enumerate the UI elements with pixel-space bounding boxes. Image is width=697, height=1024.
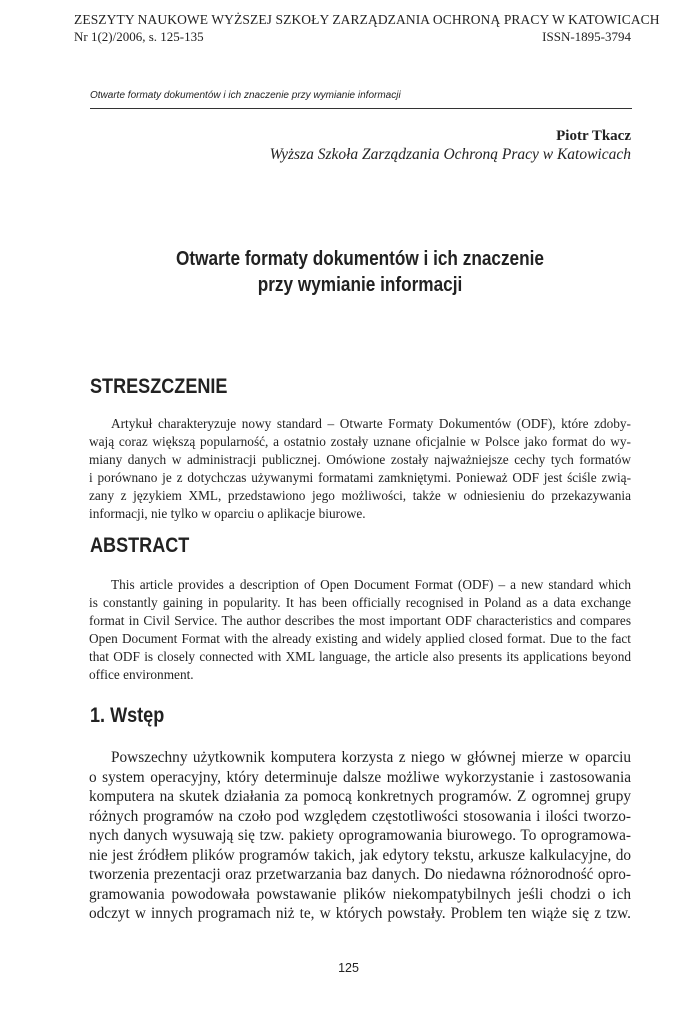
author-affiliation: Wyższa Szkoła Zarządzania Ochroną Pracy w Katowicach	[269, 146, 631, 163]
streszczenie-paragraph	[89, 415, 631, 524]
article-title	[102, 246, 618, 298]
text-line: różnych programów na czoło pod względem częstotliwości stosowania i ilości tworzo-	[89, 807, 631, 825]
author-name: Piotr Tkacz	[556, 128, 631, 144]
text-line: that ODF is closely connected with XML language, the article also presents its applications beyond	[89, 649, 631, 665]
text-line: gramowania powodowała powstawanie plików niekompatybilnych jeśli chodzi o ich	[89, 885, 631, 903]
text-line: format in Civil Service. The author describes the most important ODF characteristics and compares	[89, 613, 631, 629]
text-line: i porównano je z dotychczas używanymi formatami zamkniętymi. Ponieważ ODF jest ściśle zwią-	[89, 470, 631, 486]
text-line: This article provides a description of Open Document Format (ODF) – a new standard which	[111, 577, 631, 592]
page-number: 125	[338, 961, 359, 975]
section-heading-intro: 1. Wstęp	[90, 704, 165, 727]
intro-paragraph	[89, 748, 631, 924]
text-line: zany z językiem XML, przedstawiono jego możliwości, także w odniesieniu do przekazywania	[89, 488, 631, 504]
abstract-paragraph	[89, 576, 631, 685]
streszczenie-heading: STRESZCZENIE	[90, 375, 228, 398]
text-line: Powszechny użytkownik komputera korzysta z niego w głównej mierze w oparciu	[111, 749, 631, 766]
text-line: Artykuł charakteryzuje nowy standard – Otwarte Formaty Dokumentów (ODF), które zdoby-	[111, 416, 631, 431]
abstract-heading: ABSTRACT	[90, 534, 190, 557]
text-line: nie jest źródłem plików programów takich, jak edytory tekstu, arkusze kalkulacyjne, do	[89, 846, 631, 864]
text-line: o system operacyjny, który determinuje dalsze możliwe wykorzystanie i zastosowania	[89, 768, 631, 786]
article-title-line: przy wymianie informacji	[257, 274, 463, 296]
text-line: Open Document Format with the already existing and widely applied closed format. Due to the fact	[89, 631, 631, 647]
running-head: Otwarte formaty dokumentów i ich znaczenie przy wymianie informacji	[90, 90, 401, 101]
journal-issue: Nr 1(2)/2006, s. 125-135	[74, 29, 204, 44]
text-line: komputera na skutek działania za pomocą konkretnych programów. Z ogromnej grupy	[89, 788, 631, 805]
journal-title: ZESZYTY NAUKOWE WYŻSZEJ SZKOŁY ZARZĄDZANIA OCHRONĄ PRACY W KATOWICACH	[74, 12, 660, 27]
text-line: is constantly gaining in popularity. It has been officially recognised in Poland as a data exchange	[89, 595, 631, 611]
issn: ISSN-1895-3794	[542, 29, 631, 44]
header-rule	[90, 108, 632, 109]
text-line: odczyt w innych programach niż te, w których powstały. Problem ten wiąże się z tzw.	[89, 905, 631, 922]
article-title-line: Otwarte formaty dokumentów i ich znaczenie	[176, 248, 544, 270]
text-line: informacji, nie tylko w oparciu o aplikacje biurowe.	[89, 506, 366, 522]
text-line: wają coraz większą popularność, a ostatnio zostały uznane oficjalnie w Polsce jako format do wy-	[89, 434, 631, 450]
text-line: miany danych w administracji publicznej. Omówione zostały najważniejsze cechy tych formatów	[89, 452, 631, 468]
text-line: nych danych wysuwają się tzw. pakiety oprogramowania biurowego. To oprogramowa-	[89, 827, 631, 844]
text-line: tworzenia prezentacji oraz przetwarzania baz danych. Do niedawna różnorodność opro-	[89, 866, 631, 883]
text-line: office environment.	[89, 667, 194, 683]
